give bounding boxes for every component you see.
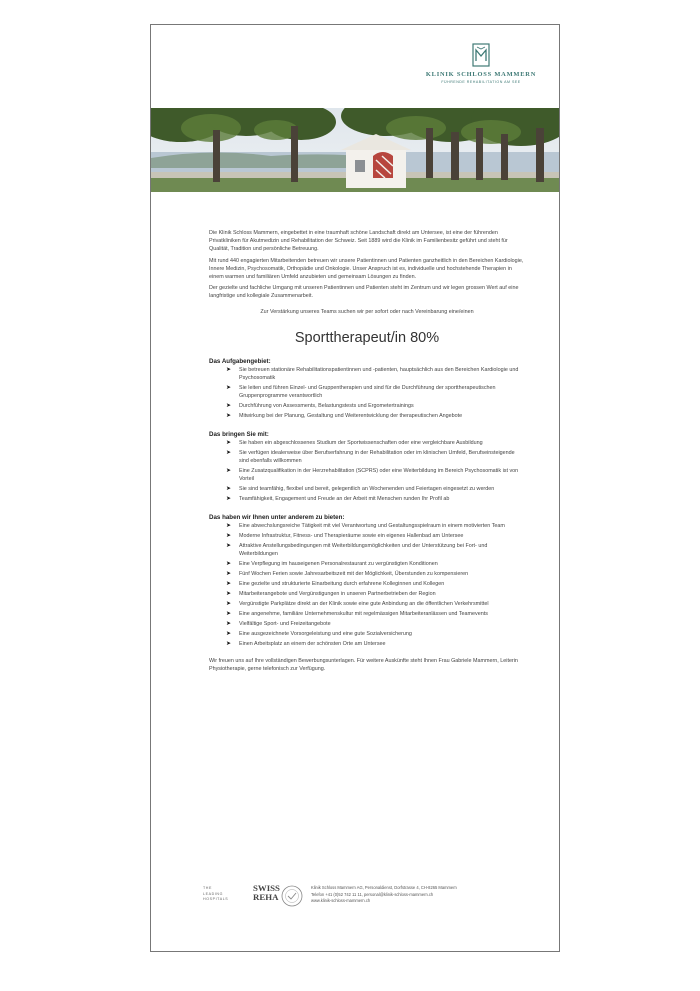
leading-hospitals-logo: THE LEADING HOSPITALS — [203, 886, 229, 901]
job-posting-page — [150, 24, 560, 952]
arrow-bullet-icon: ➤ — [226, 485, 232, 492]
list-item: ➤ Teamfähigkeit, Engagement und Freude an der Arbeit mit Menschen runden Ihr Profil ab — [226, 495, 450, 502]
list-item: ➤ Eine abwechslungsreiche Tätigkeit mit viel Verantwortung und Gestaltungsspielraum in einem motivierten Team — [226, 522, 505, 529]
list-item: ➤ Attraktive Anstellungsbedingungen mit Weiterbildungsmöglichkeiten und der Unterstützung bei Fort- und Weiterbildungen — [226, 542, 488, 557]
arrow-bullet-icon: ➤ — [226, 570, 232, 577]
clinic-tagline: FÜHRENDE REHABILITATION AM SEE — [441, 80, 521, 84]
list-item: ➤ Eine ausgezeichnete Vorsorgeleistung und eine gute Sozialversicherung — [226, 630, 412, 637]
list-item: ➤ Sie sind teamfähig, flexibel und bereit, gelegentlich an Wochenenden und Feiertagen eingesetzt zu werden — [226, 485, 495, 492]
arrow-bullet-icon: ➤ — [226, 580, 232, 587]
list-item: ➤ Mitarbeiterangebote und Vergünstigungen in unseren Partnerbetrieben der Region — [226, 590, 436, 597]
clinic-name: KLINIK SCHLOSS MAMMERN — [425, 71, 537, 78]
list-item: ➤ Vielfältige Sport- und Freizeitangebote — [226, 620, 331, 627]
arrow-bullet-icon: ➤ — [226, 620, 232, 627]
list-item: ➤ Eine Verpflegung im hauseigenen Personalrestaurant zu vergünstigten Konditionen — [226, 560, 438, 567]
contact-line[interactable]: Telefon +41 (0)52 742 11 11, personal@klinik-schloss-mammern.ch — [311, 891, 434, 897]
footer-address — [311, 885, 521, 905]
arrow-bullet-icon: ➤ — [226, 367, 232, 374]
arrow-bullet-icon: ➤ — [226, 560, 232, 567]
arrow-bullet-icon: ➤ — [226, 495, 232, 502]
section-heading-requirements: Das bringen Sie mit: — [209, 430, 269, 438]
list-item: ➤ Eine angenehme, familiäre Unternehmenskultur mit regelmässigen Mitarbeiteranlässen und Teamevents — [226, 610, 488, 617]
list-item: ➤ Mitwirkung bei der Planung, Gestaltung und Weiterentwicklung der therapeutischen Angebote — [226, 412, 463, 419]
list-item: ➤ Fünf Wochen Ferien sowie Jahresarbeitszeit mit der Möglichkeit, Überstunden zu kompensieren — [226, 570, 469, 577]
list-item: ➤ Moderne Infrastruktur, Fitness- und Therapieräume sowie ein eigenes Hallenbad am Untersee — [226, 532, 464, 539]
list-item: ➤ Durchführung von Assessments, Belastungstests und Ergometertrainings — [226, 402, 414, 409]
swiss-reha-logo: SWISS REHA — [253, 883, 280, 902]
arrow-bullet-icon: ➤ — [226, 412, 232, 419]
arrow-bullet-icon: ➤ — [226, 590, 232, 597]
intro-paragraph: Der gezielte und fachliche Umgang mit unseren Patientinnen und Patienten steht im Zentrum und wir legen grossen Wert auf eine langfristige und kollegiale Zusammenarbeit. — [209, 285, 519, 300]
requirements-list — [209, 440, 525, 504]
recruit-line: Zur Verstärkung unseres Teams suchen wir per sofort oder nach Vereinbarung eine/einen — [260, 309, 474, 316]
arrow-bullet-icon: ➤ — [226, 522, 232, 529]
list-item: ➤ Eine gezielte und strukturierte Einarbeitung durch erfahrene Kolleginnen und Kollegen — [226, 580, 445, 587]
list-item: ➤ Sie leiten und führen Einzel- und Gruppentherapien und sind für die Durchführung der sporttherapeutischen Gruppenprogramme verantwortlich — [226, 385, 496, 399]
section-heading-benefits: Das haben wir Ihnen unter anderem zu bieten: — [209, 513, 345, 521]
tasks-list — [209, 367, 525, 421]
list-item: ➤ Sie betreuen stationäre Rehabilitationspatientinnen und -patienten, hauptsächlich aus den Bereichen Kardiologie und Psychosomatik — [226, 367, 519, 382]
header-photo — [151, 108, 560, 192]
arrow-bullet-icon: ➤ — [226, 600, 232, 607]
arrow-bullet-icon: ➤ — [226, 542, 232, 549]
clinic-crest-icon — [472, 43, 490, 67]
arrow-bullet-icon: ➤ — [226, 385, 232, 392]
arrow-bullet-icon: ➤ — [226, 640, 232, 647]
arrow-bullet-icon: ➤ — [226, 610, 232, 617]
intro-paragraph: Die Klinik Schloss Mammern, eingebettet in eine traumhaft schöne Landschaft direkt am Untersee, ist eine der führenden Privatkliniken für Akutmedizin und Rehabilitation der Schweiz. Seit 1889 wird die Klinik im Familienbesitz geführt und steht für Qualität, Tradition und persönliche Betreuung. — [209, 230, 508, 252]
posting-body — [209, 230, 525, 678]
intro-paragraph: Mit rund 440 engagierten Mitarbeitenden betreuen wir unsere Patientinnen und Patienten ganzheitlich in den Bereichen Kardiologie, Innere Medizin, Psychosomatik, Orthopädie und Onkologie. Unser Anspruch ist es, individuelle und hochstehende Therapien in einem warmen und familiären Umfeld anzubieten und gemeinsam Lösungen zu finden. — [209, 257, 524, 280]
clinic-logo — [421, 43, 541, 84]
list-item: ➤ Sie verfügen idealerweise über Berufserfahrung in der Rehabilitation oder im klinischen Umfeld, Berufseinsteigende sind ebenfalls willkommen — [226, 449, 515, 464]
arrow-bullet-icon: ➤ — [226, 402, 232, 409]
address-line: Klinik Schloss Mammern AG, Personaldienst, Dorfstrasse 4, CH-8265 Mammern — [311, 885, 457, 890]
list-item: ➤ Sie haben ein abgeschlossenes Studium der Sportwissenschaften oder eine vergleichbare Ausbildung — [226, 439, 483, 446]
arrow-bullet-icon: ➤ — [226, 532, 232, 539]
footer — [196, 884, 536, 914]
job-title: Sporttherapeut/in 80% — [294, 330, 440, 347]
list-item: ➤ Eine Zusatzqualifikation in der Herzrehabilitation (SCPRS) oder eine Weiterbildung im Bereich Psychosomatik ist von Vorteil — [226, 467, 519, 482]
arrow-bullet-icon: ➤ — [226, 439, 232, 446]
arrow-bullet-icon: ➤ — [226, 630, 232, 637]
benefits-list — [209, 523, 525, 649]
section-heading-tasks: Das Aufgabengebiet: — [209, 358, 271, 366]
list-item: ➤ Vergünstigte Parkplätze direkt an der Klinik sowie eine gute Anbindung an die öffentlichen Verkehrsmittel — [226, 600, 489, 607]
website-link[interactable]: www.klinik-schloss-mammern.ch — [311, 898, 371, 904]
arrow-bullet-icon: ➤ — [226, 449, 232, 456]
closing-paragraph: Wir freuen uns auf Ihre vollständigen Bewerbungsunterlagen. Für weitere Auskünfte steht Ihnen Frau Gabriele Mammern, Leiterin Physiotherapie, gerne telefonisch zur Verfügung. — [209, 658, 518, 673]
list-item: ➤ Einen Arbeitsplatz an einem der schönsten Orte am Untersee — [226, 640, 386, 647]
certification-seal-icon — [281, 885, 303, 907]
arrow-bullet-icon: ➤ — [226, 467, 232, 474]
